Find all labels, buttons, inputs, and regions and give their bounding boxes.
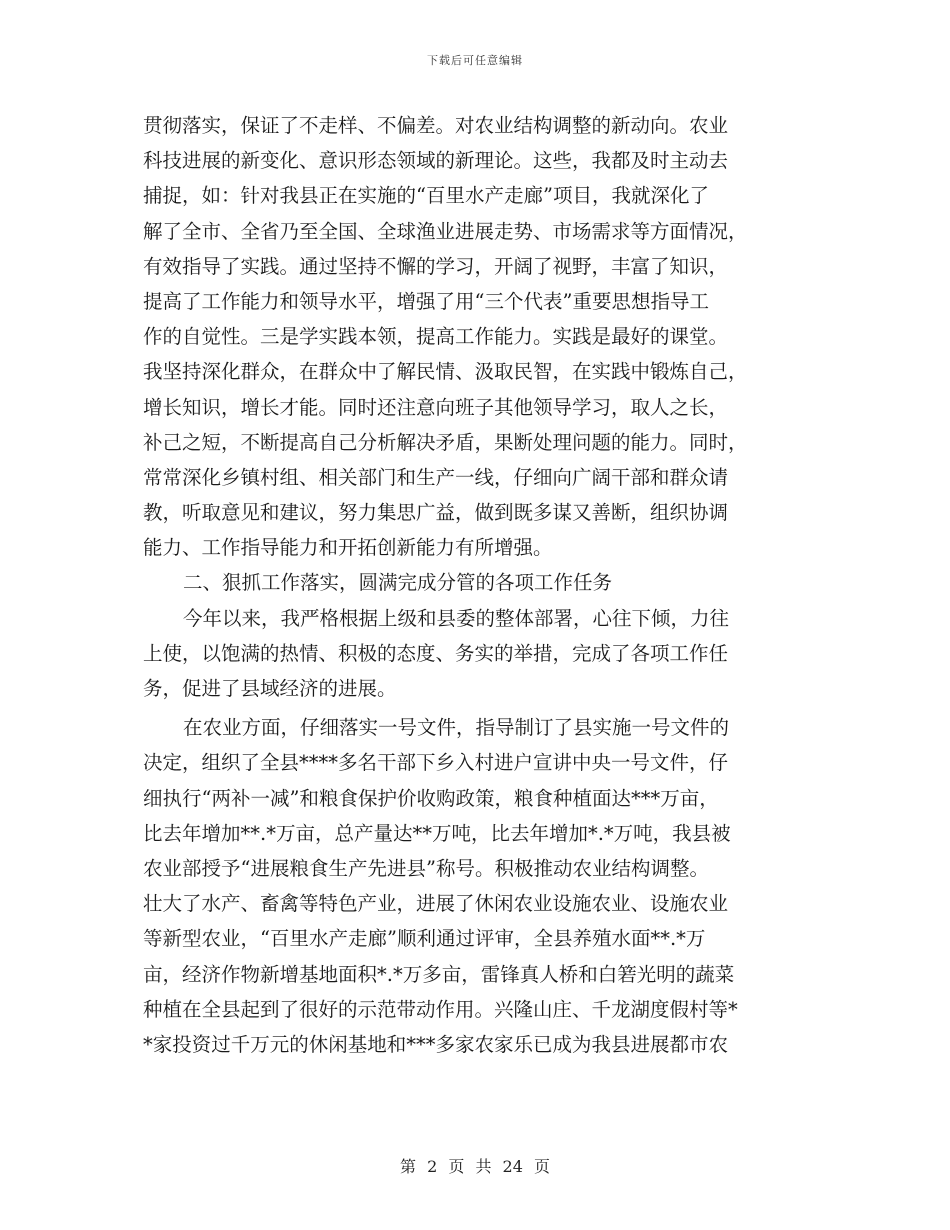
page-number-footer: 第 2 页 共 24 页 [400, 1157, 550, 1176]
section-heading: 二、狠抓工作落实，圆满完成分管的各项工作任务 [183, 571, 613, 595]
text-line: 决定，组织了全县****多名干部下乡入村进户宣讲中央一号文件，仔 [143, 751, 729, 775]
text-line: 能力、工作指导能力和开拓创新能力有所增强。 [143, 536, 553, 560]
text-line: 贯彻落实，保证了不走样、不偏差。对农业结构调整的新动向。农业 [143, 114, 729, 137]
text-line: 壮大了水产、畜禽等特色产业，进展了休闲农业设施农业、设施农业 [143, 892, 729, 916]
text-line: 捕捉，如：针对我县正在实施的“百里水产走廊”项目，我就深化了 [143, 184, 709, 208]
text-line: 比去年增加**.*万亩，总产量达**万吨，比去年增加*.*万吨，我县被 [143, 821, 731, 845]
text-line: 农业部授予“进展粮食生产先进县”称号。积极推动农业结构调整。 [143, 856, 709, 880]
text-line: 上使，以饱满的热情、积极的态度、务实的举措，完成了各项工作任 [143, 641, 729, 665]
paragraph-start-line: 在农业方面，仔细落实一号文件，指导制订了县实施一号文件的 [183, 716, 730, 740]
text-line: 作的自觉性。三是学实践本领，提高工作能力。实践是最好的课堂。 [143, 325, 729, 349]
text-line: 常常深化乡镇村组、相关部门和生产一线，仔细向广阔干部和群众请 [143, 465, 729, 489]
text-line: 教，听取意见和建议，努力集思广益，做到既多谋又善断，组织协调 [143, 501, 729, 525]
document-body [143, 108, 803, 1062]
text-line: *家投资过千万元的休闲基地和***多家农家乐已成为我县进展都市农 [143, 1032, 729, 1056]
text-line: 有效指导了实践。通过坚持不懈的学习，开阔了视野，丰富了知识， [143, 254, 729, 278]
text-line: 等新型农业，“百里水产走廊”顺利通过评审，全县养殖水面**.*万 [143, 927, 706, 951]
text-line: 我坚持深化群众，在群众中了解民情、汲取民智，在实践中锻炼自己， [143, 360, 748, 384]
text-line: 种植在全县起到了很好的示范带动作用。兴隆山庄、千龙湖度假村等* [143, 997, 738, 1021]
paragraph-start-line: 今年以来，我严格根据上级和县委的整体部署，心往下倾，力往 [183, 606, 730, 630]
text-line: 亩，经济作物新增基地面积*.*万多亩，雷锋真人桥和白箬光明的蔬菜 [143, 962, 735, 986]
text-line: 细执行“两补一减”和粮食保护价收购政策，粮食种植面达***万亩， [143, 786, 719, 810]
text-line: 务，促进了县域经济的进展。 [143, 677, 397, 700]
text-line: 增长知识，增长才能。同时还注意向班子其他领导学习，取人之长， [143, 395, 729, 419]
page-header-note: 下载后可任意编辑 [427, 54, 523, 67]
text-line: 解了全市、全省乃至全国、全球渔业进展走势、市场需求等方面情况， [143, 219, 748, 243]
text-line: 补己之短，不断提高自己分析解决矛盾，果断处理问题的能力。同时， [143, 430, 748, 454]
text-line: 提高了工作能力和领导水平，增强了用“三个代表”重要思想指导工 [143, 289, 709, 313]
text-line: 科技进展的新变化、意识形态领域的新理论。这些，我都及时主动去 [143, 149, 729, 173]
